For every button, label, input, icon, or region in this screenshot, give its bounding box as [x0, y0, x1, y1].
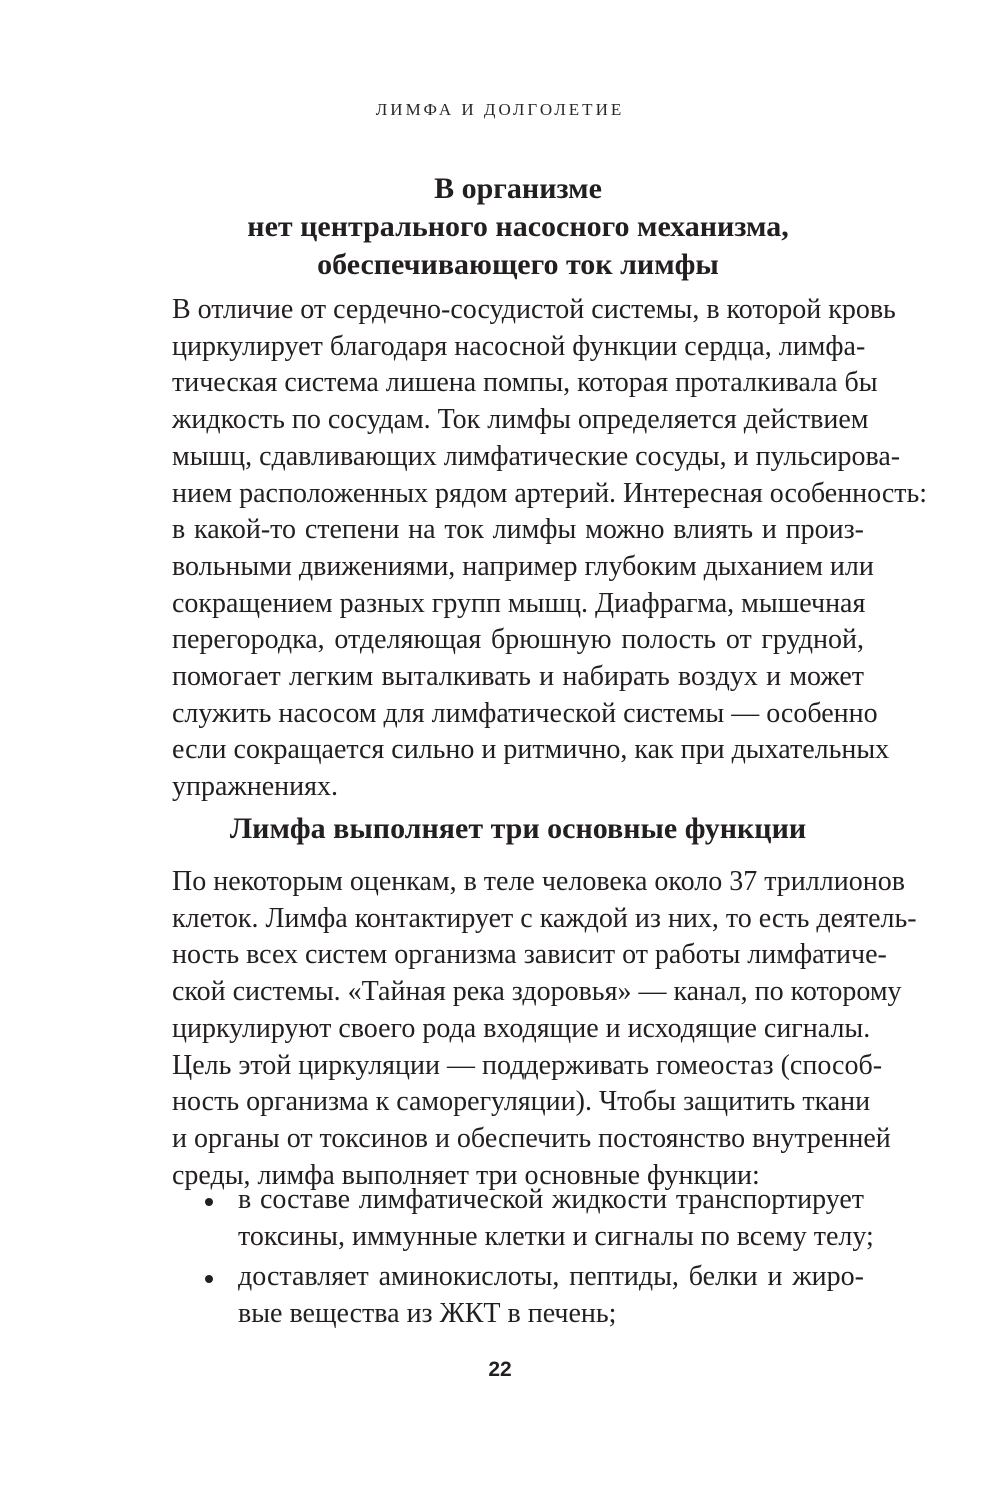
text-line: жидкость по сосудам. Ток лимфы определяется действием — [172, 404, 869, 436]
text-line: перегородка, отделяющая брюшную полость от грудной, — [172, 624, 864, 656]
bullet-icon — [205, 1275, 213, 1283]
text-line: циркулирует благодаря насосной функции сердца, лимфа- — [172, 330, 866, 362]
text-line: ность всех систем организма зависит от работы лимфатиче- — [172, 939, 887, 971]
paragraph-functions — [172, 864, 917, 1194]
text-line: мышц, сдавливающих лимфатические сосуды, и пульсирова- — [172, 440, 901, 472]
list-item — [172, 1182, 874, 1255]
text-line: помогает легким выталкивать и набирать воздух и может — [172, 661, 864, 693]
functions-list — [172, 1182, 874, 1337]
text-line: среды, лимфа выполняет три основные функции: — [172, 1159, 760, 1191]
text-line: упражнениях. — [172, 771, 339, 803]
heading-line: нет центрального насосного механизма, — [247, 210, 789, 243]
text-line: циркулируют своего рода входящие и исходящие сигналы. — [172, 1012, 871, 1044]
heading-line: Лимфа выполняет три основные функции — [229, 812, 807, 845]
text-line: токсины, иммунные клетки и сигналы по всему телу; — [238, 1220, 874, 1252]
text-line: По некоторым оценкам, в теле человека около 37 триллионов — [172, 866, 905, 897]
running-head: ЛИМФА И ДОЛГОЛЕТИЕ — [375, 100, 625, 119]
text-line: вые вещества из ЖКТ в печень; — [238, 1298, 617, 1330]
text-line: сокращением разных групп мышц. Диафрагма, мышечная — [172, 587, 866, 619]
text-line: в какой-то степени на ток лимфы можно влиять и произ- — [172, 514, 864, 546]
text-line: тическая система лишена помпы, которая проталкивала бы — [172, 367, 878, 399]
text-line: в составе лимфатической жидкости транспортирует — [238, 1184, 864, 1215]
section-heading-pump — [172, 170, 864, 284]
text-line: вольными движениями, например глубоким дыханием или — [172, 550, 874, 582]
text-line: ность организма к саморегуляции). Чтобы защитить ткани — [172, 1086, 871, 1118]
text-line: и органы от токсинов и обеспечить постоянство внутренней — [172, 1122, 891, 1154]
text-line: ской системы. «Тайная река здоровья» — канал, по которому — [172, 976, 902, 1008]
text-line: нием расположенных рядом артерий. Интересная особенность: — [172, 477, 928, 509]
text-line: В отличие от сердечно-сосудистой системы, в которой кровь — [172, 294, 896, 325]
text-line: Цель этой циркуляции — поддерживать гомеостаз (способ- — [172, 1049, 883, 1081]
bullet-icon — [205, 1198, 213, 1206]
text-line: клеток. Лимфа контактирует с каждой из них, то есть деятель- — [172, 902, 917, 934]
text-line: если сокращается сильно и ритмично, как при дыхательных — [172, 734, 890, 766]
text-line: служить насосом для лимфатической системы — особенно — [172, 697, 878, 729]
heading-line: В организме — [434, 172, 602, 205]
page-number: 22 — [488, 1358, 512, 1381]
heading-line: обеспечивающего ток лимфы — [317, 248, 719, 281]
paragraph-pump — [172, 292, 928, 806]
section-heading-functions — [172, 810, 864, 848]
list-item — [172, 1259, 864, 1332]
text-line: доставляет аминокислоты, пептиды, белки и жиро- — [238, 1261, 864, 1293]
